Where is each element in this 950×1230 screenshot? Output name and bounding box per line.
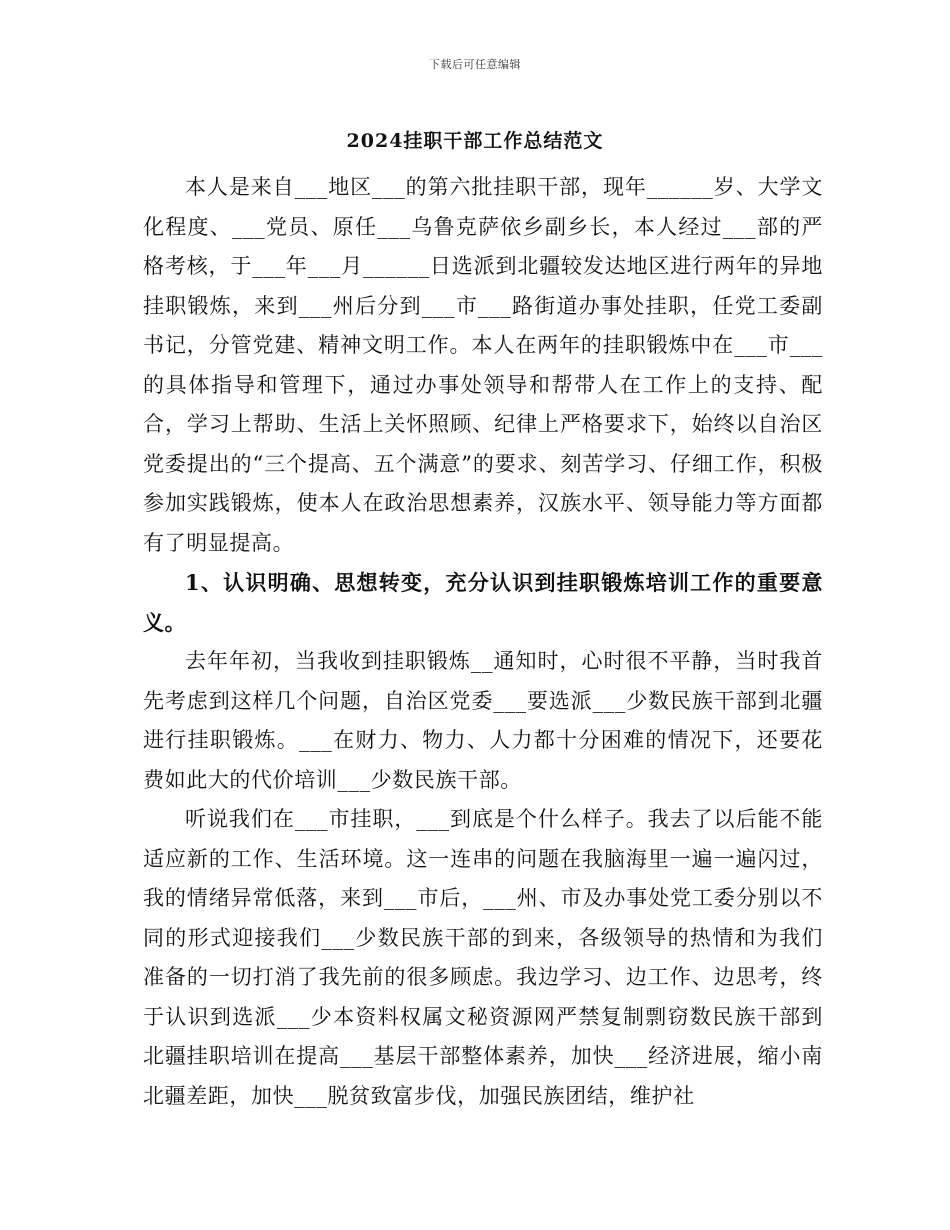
section-heading-1: 1、认识明确、思想转变，充分认识到挂职锻炼培训工作的重要意义。 (143, 570, 823, 635)
paragraph-2: 去年年初，当我收到挂职锻炼__通知时，心时很不平静，当时我首先考虑到这样几个问题，自治区党委___要选派___少数民族干部到北疆进行挂职锻炼。___在财力、物力、人力都十分困难的情况下，还要花费如此大的代价培训___少数民族干部。 (143, 649, 823, 792)
header-note: 下载后可任意编辑 (429, 58, 521, 71)
document-body (143, 168, 823, 1116)
paragraph-3: 听说我们在___市挂职，___到底是个什么样子。我去了以后能不能适应新的工作、生活环境。这一连串的问题在我脑海里一遍一遍闪过，我的情绪异常低落，来到___市后，___州、市及办事处党工委分别以不同的形式迎接我们___少数民族干部的到来，各级领导的热情和为我们准备的一切打消了我先前的很多顾虑。我边学习、边工作、边思考，终于认识到选派___少本资料权属文秘资源网严禁复制剽窃数民族干部到北疆挂职培训在提高___基层干部整体素养，加快___经济进展，缩小南北疆差距，加快___脱贫致富步伐，加强民族团结，维护社 (143, 807, 823, 1108)
paragraph-intro: 本人是来自___地区___的第六批挂职干部，现年______岁、大学文化程度、___党员、原任___乌鲁克萨依乡副乡长，本人经过___部的严格考核，于___年___月______日选派到北疆较发达地区进行两年的异地挂职锻炼，来到___州后分到___市___路街道办事处挂职，任党工委副书记，分管党建、精神文明工作。本人在两年的挂职锻炼中在___市___的具体指导和管理下，通过办事处领导和帮带人在工作上的支持、配合，学习上帮助、生活上关怀照顾、纪律上严格要求下，始终以自治区党委提出的“三个提高、五个满意”的要求、刻苦学习、仔细工作，积极参加实践锻炼，使本人在政治思想素养，汉族水平、领导能力等方面都有了明显提高。 (143, 175, 823, 555)
document-title: 2024挂职干部工作总结范文 (346, 130, 604, 152)
